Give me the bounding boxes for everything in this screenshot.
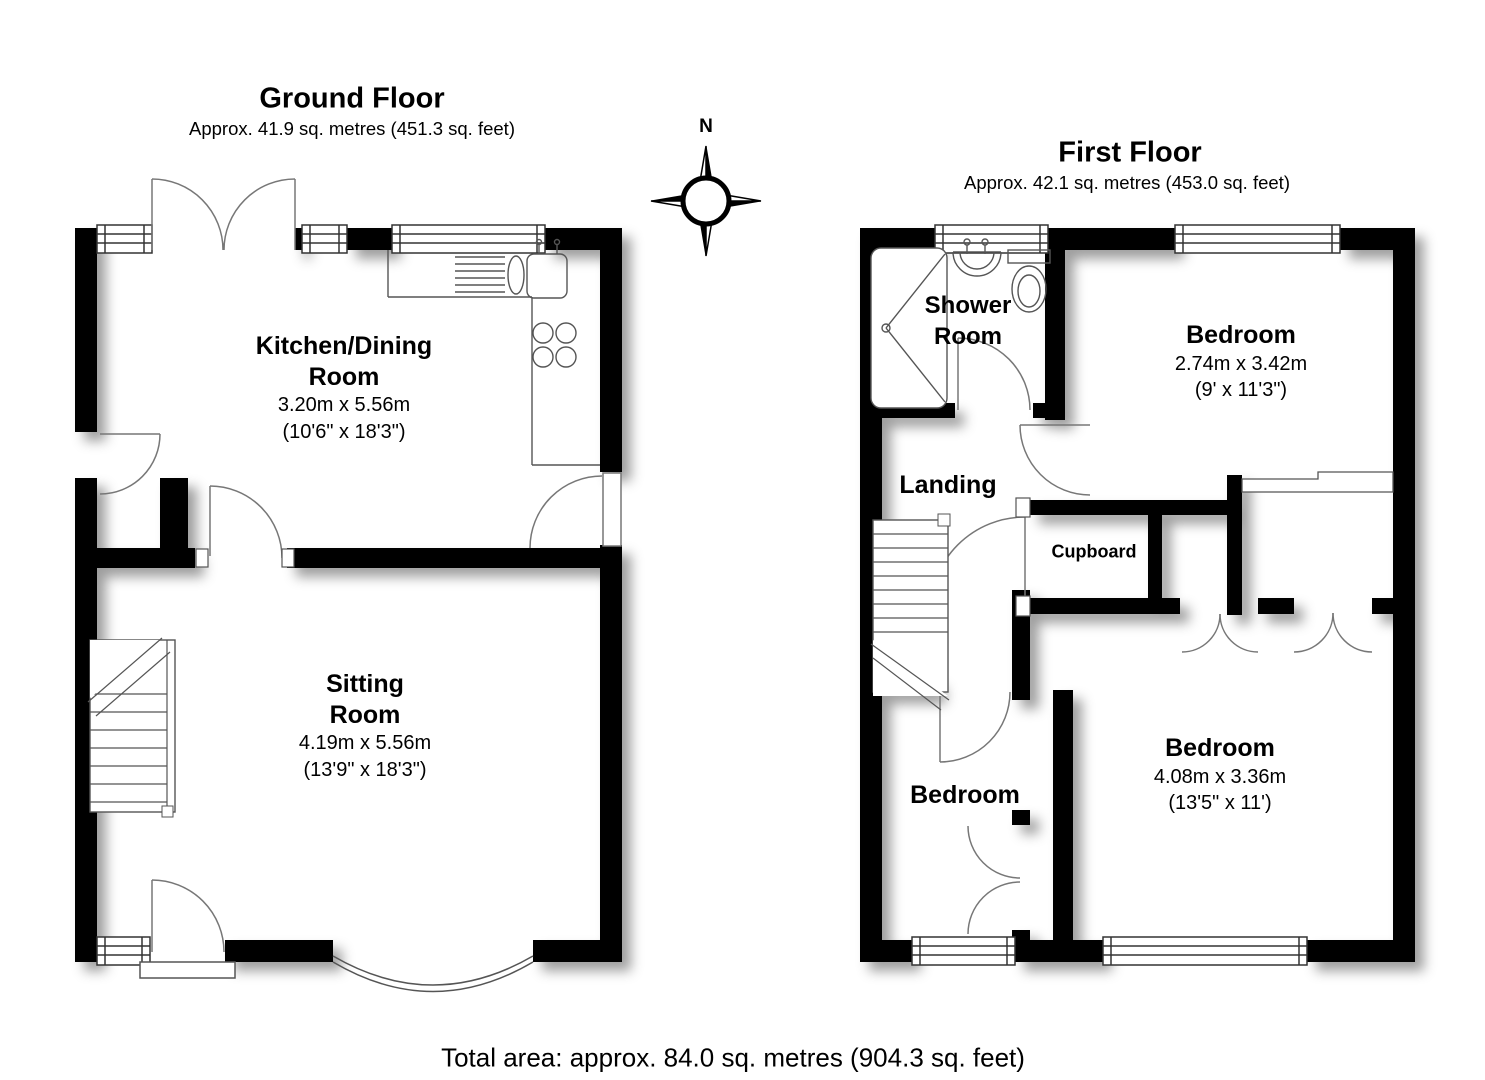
- window: [97, 937, 150, 965]
- double-entrance-doors: [152, 179, 295, 250]
- room-name: Shower: [924, 291, 1012, 319]
- ground-floor-stairs: [88, 638, 175, 817]
- first-floor-title: First Floor: [1058, 136, 1202, 169]
- room-dims-imperial: (13'9" x 18'3"): [303, 758, 427, 781]
- room-dims-imperial: (9' x 11'3"): [1194, 379, 1288, 402]
- compass-north-label: N: [699, 116, 713, 137]
- back-door: [530, 473, 621, 548]
- room-name: Bedroom: [1165, 734, 1275, 763]
- ground-floor-title: Ground Floor: [259, 82, 445, 115]
- bedroom-left-cupboard-doors: [968, 826, 1020, 934]
- room-name: Room: [934, 323, 1002, 350]
- kitchen-sitting-door: [210, 486, 282, 558]
- room-dims-metric: 2.74m x 3.42m: [1174, 352, 1308, 375]
- window: [97, 225, 152, 253]
- bedroom-main-label: [1154, 733, 1286, 817]
- total-area-text: Total area: approx. 84.0 sq. metres (904.3 sq. feet): [441, 1042, 1025, 1073]
- hob: [533, 323, 576, 367]
- window: [1175, 225, 1340, 253]
- room-dims-metric: 4.19m x 5.56m: [298, 731, 432, 754]
- kitchen-dining-room-label: [256, 331, 432, 445]
- compass-circle: [683, 178, 729, 224]
- room-name: Sitting: [326, 669, 404, 698]
- window: [912, 937, 1015, 965]
- ground-floor-doors: [100, 179, 621, 978]
- storage-double-doors: [1182, 614, 1258, 652]
- room-name: Room: [308, 362, 380, 391]
- first-floor-stairs: [871, 514, 950, 710]
- bedroom-left-door: [940, 692, 1010, 762]
- window: [392, 225, 545, 253]
- stair-newel: [938, 514, 950, 526]
- bedroom-top-door: [1020, 425, 1090, 495]
- ground-floor-area: Approx. 41.9 sq. metres (451.3 sq. feet): [189, 118, 515, 139]
- bedroom-left-label: Bedroom: [910, 780, 1020, 809]
- room-name: Room: [329, 700, 401, 729]
- landing-label: Landing: [899, 470, 997, 499]
- wardrobe-shelf: [1242, 472, 1393, 492]
- first-floor-area: Approx. 42.1 sq. metres (453.0 sq. feet): [964, 172, 1290, 193]
- window: [302, 225, 347, 253]
- ground-floor-plan: [75, 179, 622, 992]
- room-dims-metric: 4.08m x 3.36m: [1153, 765, 1287, 788]
- cupboard-label: Cupboard: [1051, 541, 1137, 562]
- room-dims-imperial: (13'5" x 11'): [1168, 792, 1272, 815]
- front-door: [140, 880, 235, 978]
- window: [935, 225, 1048, 253]
- stair-newel: [162, 806, 173, 817]
- side-door: [100, 434, 160, 494]
- sink-drainer: [455, 257, 505, 292]
- door-jambs: [1016, 498, 1030, 616]
- room-dims-metric: 3.20m x 5.56m: [277, 393, 411, 416]
- storage-double-doors: [1294, 613, 1372, 652]
- sitting-room-label: [299, 669, 431, 783]
- window: [1103, 937, 1307, 965]
- bedroom-top-label: [1175, 320, 1307, 404]
- compass-rose: [651, 146, 761, 256]
- toilet: [1008, 250, 1050, 312]
- room-dims-imperial: (10'6" x 18'3"): [282, 420, 406, 443]
- room-name: Bedroom: [1186, 321, 1296, 350]
- room-name: Kitchen/Dining: [255, 331, 433, 360]
- drainer-bowl: [508, 256, 524, 294]
- first-floor-doors: [930, 338, 1372, 934]
- bow-window: [333, 956, 533, 992]
- shower-room-label: [925, 290, 1012, 352]
